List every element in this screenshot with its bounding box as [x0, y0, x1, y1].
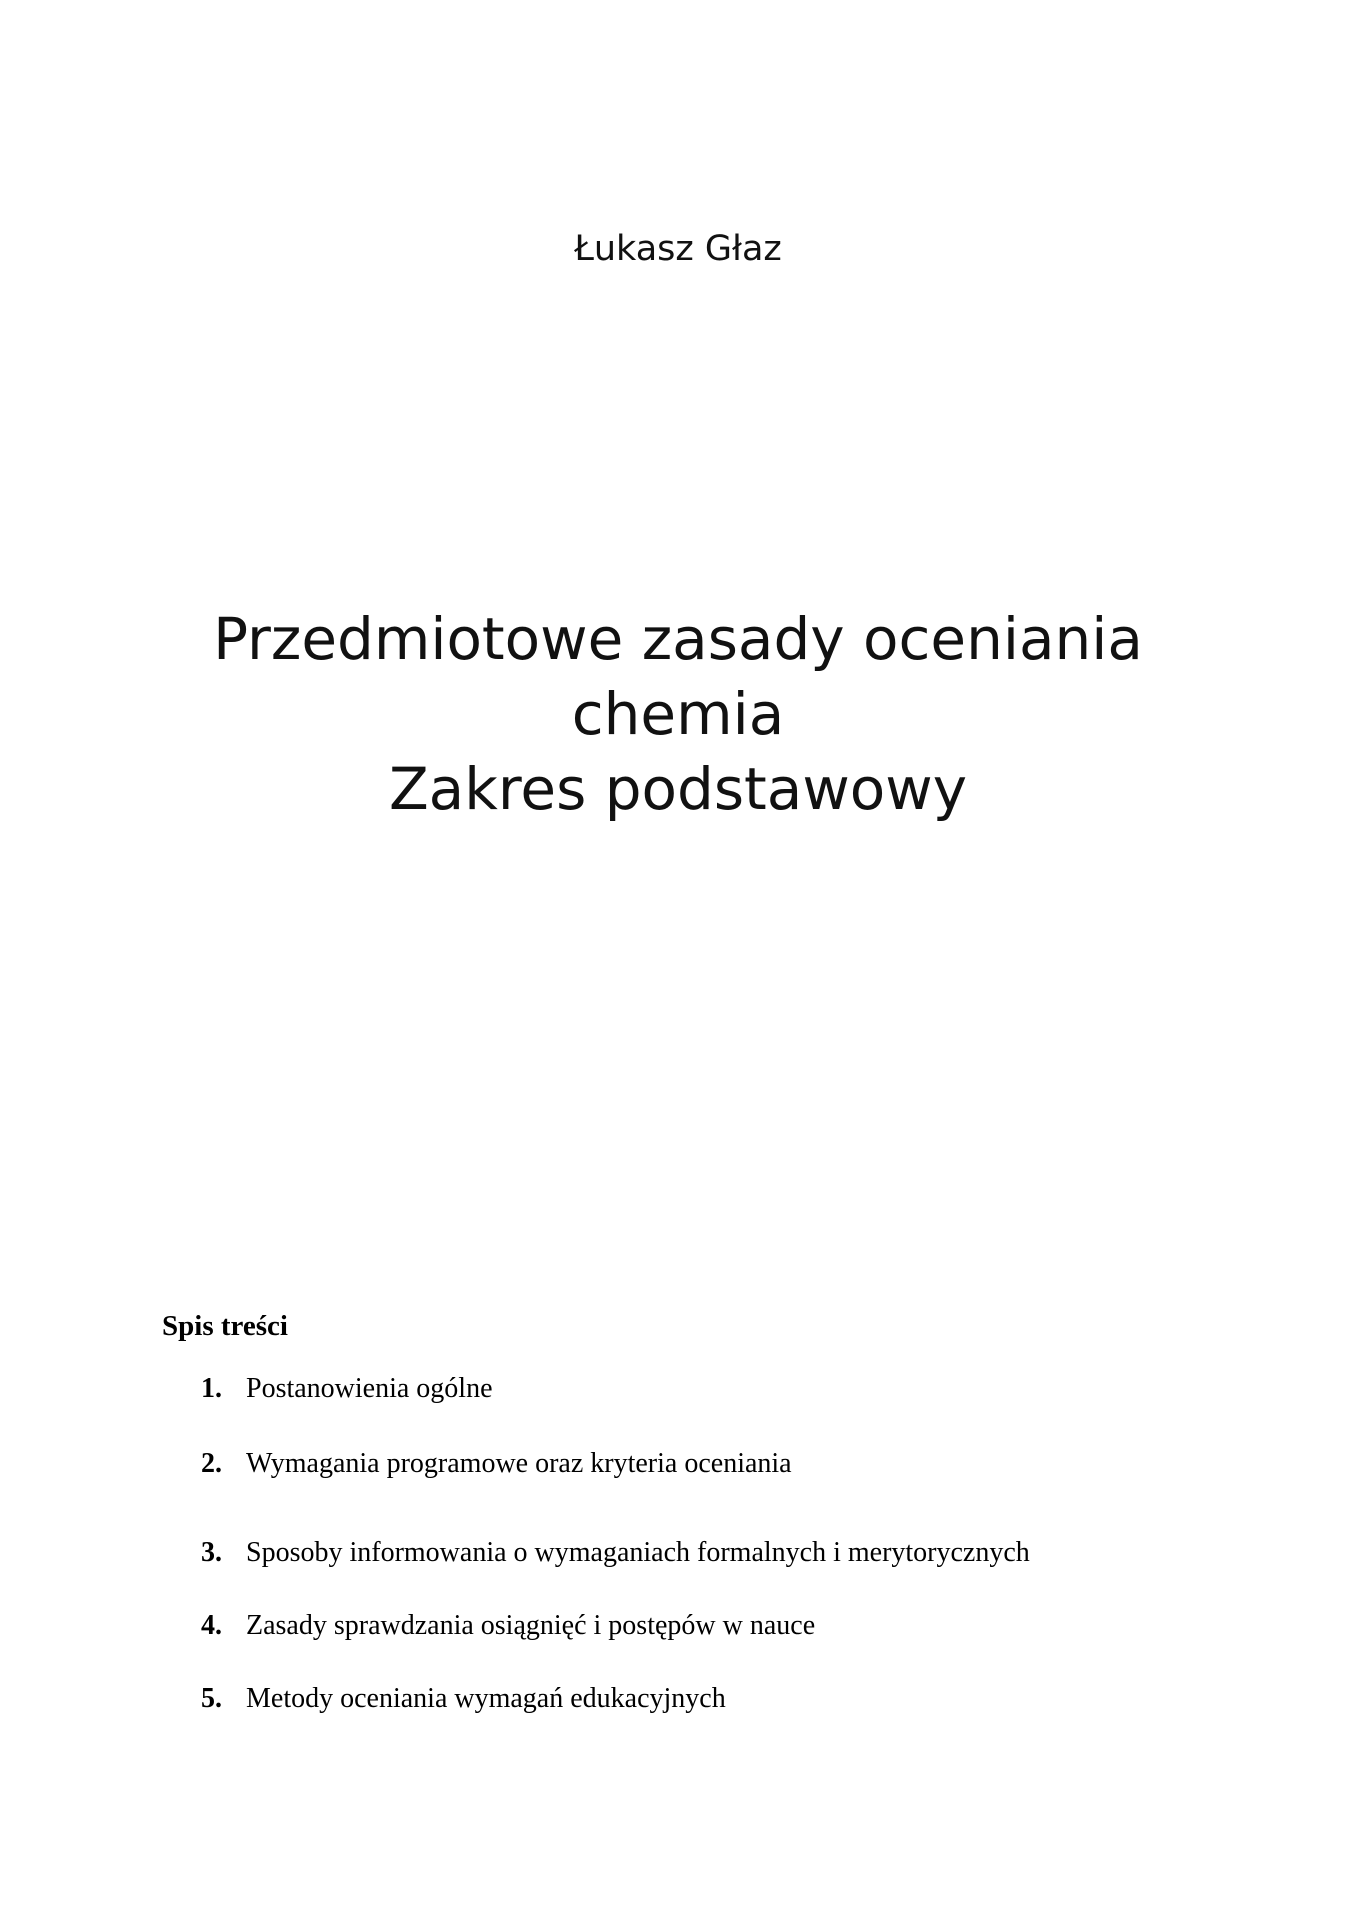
author-name: Łukasz Głaz — [574, 229, 782, 269]
toc-item-number: 3. — [201, 1537, 222, 1568]
document-title-line-1: Przedmiotowe zasady oceniania — [213, 605, 1143, 673]
toc-item — [201, 1448, 792, 1480]
toc-item-label: Zasady sprawdzania osiągnięć i postępów w nauce — [246, 1610, 816, 1641]
document-title-line-3: Zakres podstawowy — [388, 755, 968, 823]
toc-item-number: 1. — [201, 1373, 222, 1404]
toc-item-number: 2. — [201, 1448, 222, 1479]
toc-item — [201, 1683, 726, 1715]
document-title-line-2: chemia — [571, 680, 785, 748]
toc-item — [201, 1610, 815, 1642]
toc-heading: Spis treści — [162, 1310, 288, 1342]
toc-item — [201, 1537, 1030, 1569]
toc-item-label: Metody oceniania wymagań edukacyjnych — [246, 1683, 726, 1714]
toc-item-label: Postanowienia ogólne — [246, 1373, 493, 1404]
toc-item-label: Sposoby informowania o wymaganiach formalnych i merytorycznych — [246, 1537, 1030, 1568]
toc-item-number: 4. — [201, 1610, 222, 1641]
toc-item-label: Wymagania programowe oraz kryteria oceniania — [246, 1448, 792, 1479]
document-title — [0, 602, 1356, 827]
toc-item — [201, 1373, 493, 1405]
toc-item-number: 5. — [201, 1683, 222, 1714]
